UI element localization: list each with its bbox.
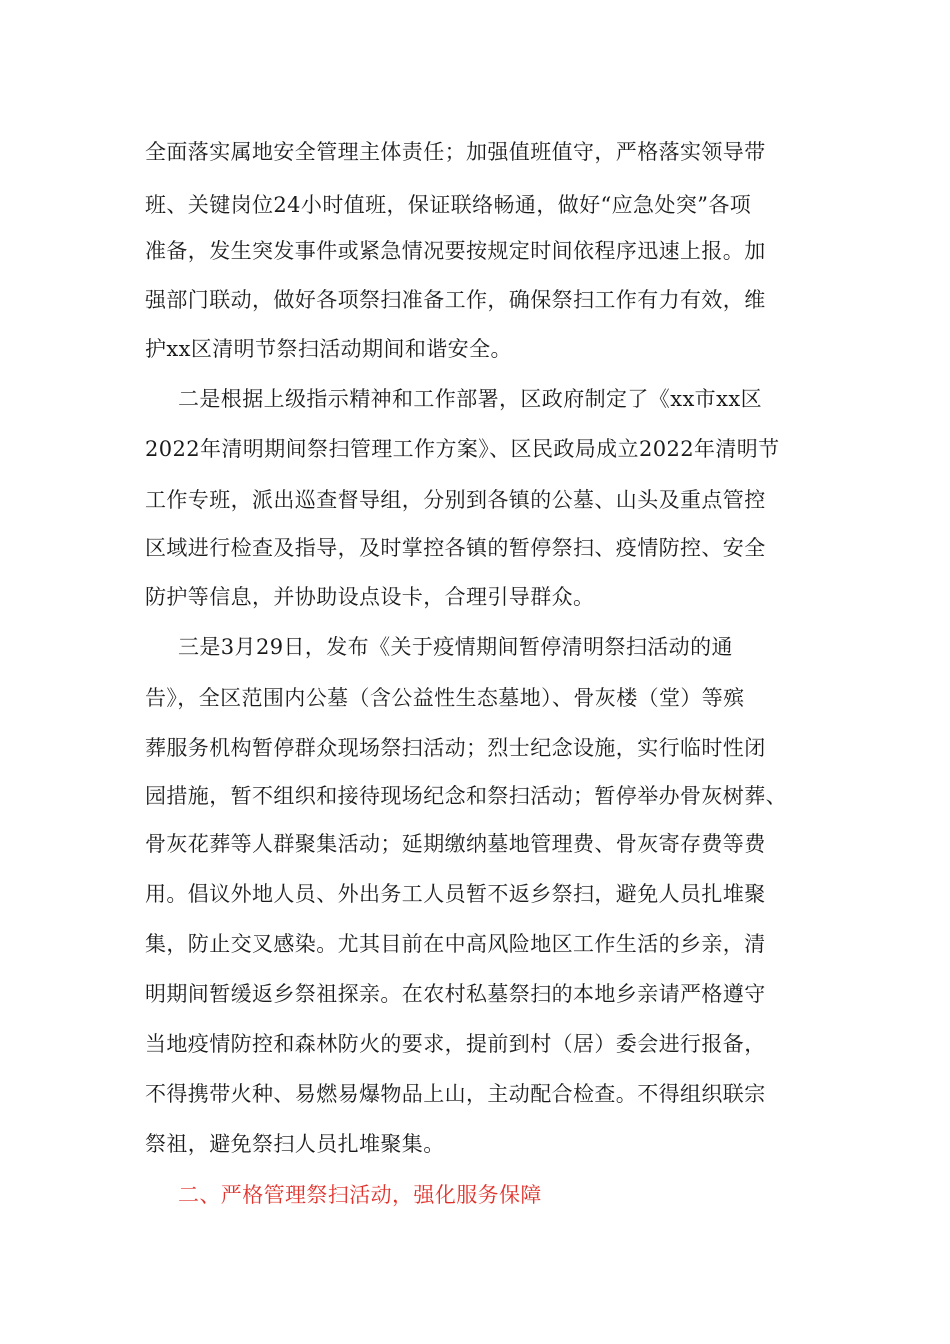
paragraph-1-line-4: 强部门联动，做好各项祭扫准备工作，确保祭扫工作有力有效，维 <box>145 288 766 312</box>
paragraph-1-line-5: 护xx区清明节祭扫活动期间和谐安全。 <box>145 337 512 361</box>
paragraph-1-line-3: 准备，发生突发事件或紧急情况要按规定时间依程序迅速上报。加 <box>145 239 766 263</box>
paragraph-2-line-1: 二是根据上级指示精神和工作部署，区政府制定了《xx市xx区 <box>178 387 762 411</box>
paragraph-3-line-4: 园措施，暂不组织和接待现场纪念和祭扫活动；暂停举办骨灰树葬、 <box>145 784 787 808</box>
paragraph-3-line-10: 不得携带火种、易燃易爆物品上山，主动配合检查。不得组织联宗 <box>145 1082 766 1106</box>
paragraph-1-line-1: 全面落实属地安全管理主体责任；加强值班值守，严格落实领导带 <box>145 140 766 164</box>
paragraph-3-line-3: 葬服务机构暂停群众现场祭扫活动；烈士纪念设施，实行临时性闭 <box>145 736 766 760</box>
paragraph-1-line-2: 班、关键岗位24小时值班，保证联络畅通，做好“应急处突”各项 <box>145 193 752 217</box>
paragraph-3-line-5: 骨灰花葬等人群聚集活动；延期缴纳墓地管理费、骨灰寄存费等费 <box>145 832 766 856</box>
paragraph-3-line-7: 集，防止交叉感染。尤其目前在中高风险地区工作生活的乡亲，清 <box>145 932 766 956</box>
section-heading: 二、严格管理祭扫活动，强化服务保障 <box>178 1183 542 1207</box>
paragraph-3-line-11: 祭祖，避免祭扫人员扎堆聚集。 <box>145 1132 445 1156</box>
paragraph-3-line-8: 明期间暂缓返乡祭祖探亲。在农村私墓祭扫的本地乡亲请严格遵守 <box>145 982 766 1006</box>
paragraph-2-line-2: 2022年清明期间祭扫管理工作方案》、区民政局成立2022年清明节 <box>145 437 780 461</box>
paragraph-2-line-3: 工作专班，派出巡查督导组，分别到各镇的公墓、山头及重点管控 <box>145 488 766 512</box>
paragraph-2-line-4: 区域进行检查及指导，及时掌控各镇的暂停祭扫、疫情防控、安全 <box>145 536 766 560</box>
paragraph-3-line-6: 用。倡议外地人员、外出务工人员暂不返乡祭扫，避免人员扎堆聚 <box>145 882 766 906</box>
paragraph-3-line-1: 三是3月29日，发布《关于疫情期间暂停清明祭扫活动的通 <box>178 635 733 659</box>
paragraph-3-line-9: 当地疫情防控和森林防火的要求，提前到村（居）委会进行报备， <box>145 1032 766 1056</box>
paragraph-3-line-2: 告》，全区范围内公墓（含公益性生态墓地）、骨灰楼（堂）等殡 <box>145 686 745 710</box>
paragraph-2-line-5: 防护等信息，并协助设点设卡，合理引导群众。 <box>145 585 595 609</box>
